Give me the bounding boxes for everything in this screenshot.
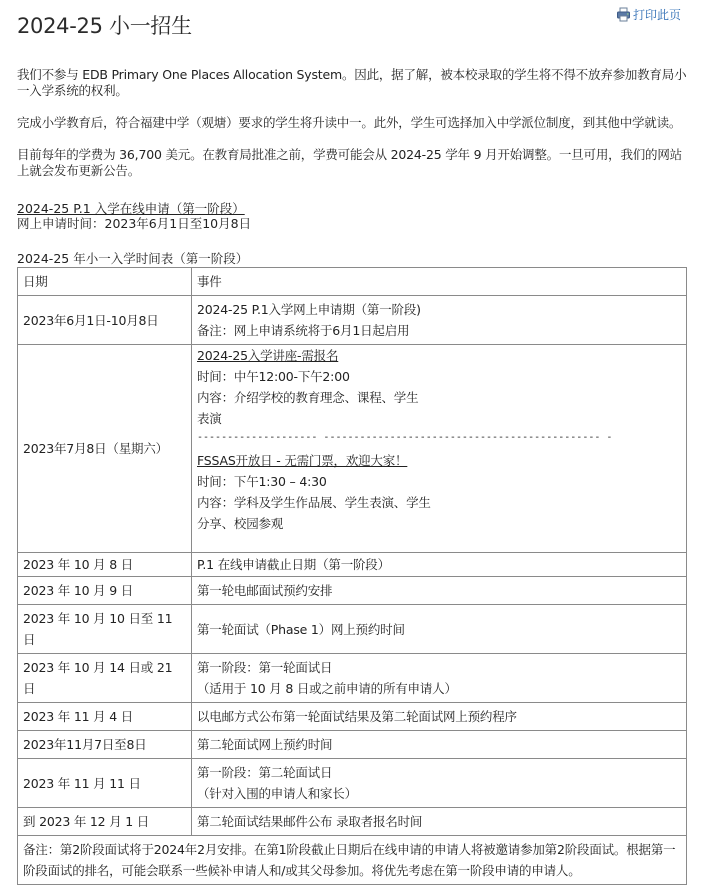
row-event: 第一轮面试（Phase 1）网上预约时间 <box>192 605 687 654</box>
table-row <box>18 577 687 605</box>
row-event <box>192 296 687 345</box>
timetable-note: 备注：第2阶段面试将于2024年2月安排。在第1阶段截止日期后在线申请的申请人将被邀请参加第2阶段面试。根据第一阶段面试的排名，可能会联系一些候补申请人和/或其父母参加。将优先考虑在第一阶段申请的申请人。 <box>18 836 687 885</box>
row-date: 2023 年 11 月 11 日 <box>18 759 192 808</box>
row-date: 2023年11月7日至8日 <box>18 731 192 759</box>
intro-paragraph: 完成小学教育后，符合福建中学（观塘）要求的学生将升读中一。此外，学生可选择加入中学派位制度，到其他中学就读。 <box>17 115 682 130</box>
table-row <box>18 296 687 345</box>
row-date: 2023 年 10 月 8 日 <box>18 553 192 577</box>
open-day-time: 时间：下午1:30 – 4:30 <box>197 474 327 489</box>
row-date: 2023年6月1日-10月8日 <box>18 296 192 345</box>
print-page-link[interactable] <box>616 6 681 23</box>
seminar-content: 内容：介绍学校的教育理念、课程、学生 <box>197 390 419 405</box>
row-date: 2023 年 10 月 9 日 <box>18 577 192 605</box>
row-event <box>192 654 687 703</box>
row-event: 以电邮方式公布第一轮面试结果及第二轮面试网上预约程序 <box>192 703 687 731</box>
table-row <box>18 605 687 654</box>
row-date: 2023 年 11 月 4 日 <box>18 703 192 731</box>
intro-paragraph: 目前每年的学费为 36,700 美元。在教育局批准之前，学费可能会从 2024-25 学年 9 月开始调整。一旦可用，我们的网站上就会发布更新公告。 <box>17 147 682 178</box>
table-note-row <box>18 836 687 885</box>
row-event <box>192 345 687 553</box>
timetable <box>17 267 687 885</box>
timetable-caption: 2024-25 年小一入学时间表（第一阶段） <box>17 251 249 266</box>
separator-line: -------------------- ---------------------------------------------- - <box>197 432 613 443</box>
column-header-date: 日期 <box>18 268 192 296</box>
page-title: 2024-25 小一招生 <box>17 14 192 38</box>
table-row <box>18 345 687 553</box>
intro-paragraph: 我们不参与 EDB Primary One Places Allocation System。因此，据了解，被本校录取的学生将不得不放弃参加教育局小一入学系统的权利。 <box>17 67 687 98</box>
event-line: 第一阶段：第一轮面试日 <box>197 660 333 675</box>
table-row <box>18 654 687 703</box>
print-label: 打印此页 <box>633 8 682 22</box>
main-content <box>17 67 689 885</box>
event-line: 备注：网上申请系统将于6月1日起启用 <box>197 323 410 338</box>
table-row <box>18 808 687 836</box>
row-date: 2023 年 10 月 14 日或 21 日 <box>18 654 192 703</box>
event-line: （适用于 10 月 8 日或之前申请的所有申请人） <box>197 681 457 696</box>
event-line: （针对入围的申请人和家长） <box>197 786 357 801</box>
row-date: 2023年7月8日（星期六） <box>18 345 192 553</box>
column-header-event: 事件 <box>192 268 687 296</box>
printer-icon <box>616 7 631 22</box>
seminar-time: 时间：中午12:00-下午2:00 <box>197 369 350 384</box>
seminar-title-link[interactable]: 2024-25入学讲座-需报名 <box>197 348 339 363</box>
row-date: 到 2023 年 12 月 1 日 <box>18 808 192 836</box>
table-row <box>18 731 687 759</box>
row-event: 第二轮面试网上预约时间 <box>192 731 687 759</box>
open-day-content: 内容：学科及学生作品展、学生表演、学生 <box>197 495 431 510</box>
application-heading: 2024-25 P.1 入学在线申请（第一阶段） <box>17 201 245 216</box>
seminar-content: 表演 <box>197 411 222 426</box>
open-day-content: 分享、校园参观 <box>197 516 284 531</box>
row-event <box>192 759 687 808</box>
table-row <box>18 759 687 808</box>
open-day-title-link[interactable]: FSSAS开放日 - 无需门票，欢迎大家！ <box>197 453 408 468</box>
row-date: 2023 年 10 月 10 日至 11 日 <box>18 605 192 654</box>
event-line: 第一阶段：第二轮面试日 <box>197 765 333 780</box>
row-event: P.1 在线申请截止日期（第一阶段） <box>192 553 687 577</box>
table-row <box>18 703 687 731</box>
event-line: 2024-25 P.1入学网上申请期（第一阶段) <box>197 302 421 317</box>
row-event: 第二轮面试结果邮件公布 录取者报名时间 <box>192 808 687 836</box>
table-row <box>18 553 687 577</box>
table-header-row <box>18 268 687 296</box>
application-section <box>17 201 689 231</box>
application-period: 网上申请时间：2023年6月1日至10月8日 <box>17 216 252 231</box>
row-event: 第一轮电邮面试预约安排 <box>192 577 687 605</box>
